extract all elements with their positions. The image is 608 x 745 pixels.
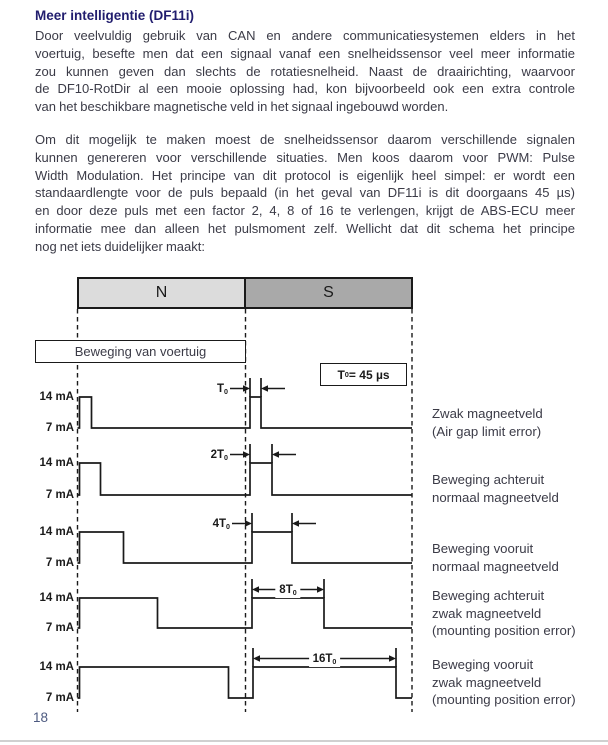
bottom-rule [0,740,608,742]
trace1-description: Zwak magneetveld (Air gap limit error) [432,406,543,439]
section-heading: Meer intelligentie (DF11i) [35,8,195,23]
t0-value: = 45 µs [348,367,390,382]
trace5-low-current-label: 7 mA [45,692,74,704]
trace1-low-current-label: 7 mA [45,422,74,434]
trace2-low-current-label: 7 mA [45,489,74,501]
t0-definition-box [320,363,407,386]
trace1-duration-annotation: $T_0$ [217,382,228,396]
trace3-low-current-label: 7 mA [45,557,74,569]
trace4-duration-annotation: $8T_0$ [275,582,300,598]
south-pole-label: S [244,279,411,307]
magnet-pole-bar [77,277,413,309]
t0-subscript: 0 [344,370,349,379]
north-pole-label: N [79,279,244,307]
trace1-high-current-label: 14 mA [39,391,74,403]
paragraph-2: Om dit mogelijk te maken moest de snelheidssensor daarom verschillende signalen kunnen genereren voor verschillende situaties. Men koos daarom voor PWM: Pulse Width Modulation. Het principe van dit protocol is eigenlijk heel simpel: er wordt een standaardlengte voor de puls bepaald (in het geval van DF11i is dit doorgaans 45 µs) en door deze puls met een factor 2, 4, 8 of 16 te verlengen, krijgt de ABS-ECU meer informatie mee dan alleen het pulsmoment zelf. Wellicht dat dit schema het principe nog net iets duidelijker maakt: [35,132,575,254]
trace4-low-current-label: 7 mA [45,622,74,634]
vehicle-movement-box: Beweging van voertuig [35,340,246,363]
trace4-high-current-label: 14 mA [39,592,74,604]
trace4-description: Beweging achteruit zwak magneetveld (mounting position error) [432,588,576,639]
trace2-high-current-label: 14 mA [39,457,74,469]
trace3-duration-annotation: $4T_0$ [212,517,230,531]
trace5-high-current-label: 14 mA [39,661,74,673]
t0-symbol: T [337,367,345,382]
page-number: 18 [33,710,49,725]
trace5-duration-annotation: $16T_0$ [309,651,341,667]
paragraph-1: Door veelvuldig gebruik van CAN en andere communicatiesystemen elders in het voertuig, besefte men dat een signaal vanaf een snelheidssensor veel meer informatie zou kunnen geven dan slechts de rotatiesnelheid. Naast de draairichting, waarvoor de DF10-RotDir al een mooie oplossing had, kon bijvoorbeeld ook een extra controle van het beschikbare magnetische veld in het signaal ingebouwd worden. [35,28,575,115]
trace5-description: Beweging vooruit zwak magneetveld (mounting position error) [432,657,576,708]
trace3-high-current-label: 14 mA [39,526,74,538]
trace2-duration-annotation: $2T_0$ [210,448,228,462]
trace3-description: Beweging vooruit normaal magneetveld [432,541,559,574]
trace2-description: Beweging achteruit normaal magneetveld [432,472,559,505]
